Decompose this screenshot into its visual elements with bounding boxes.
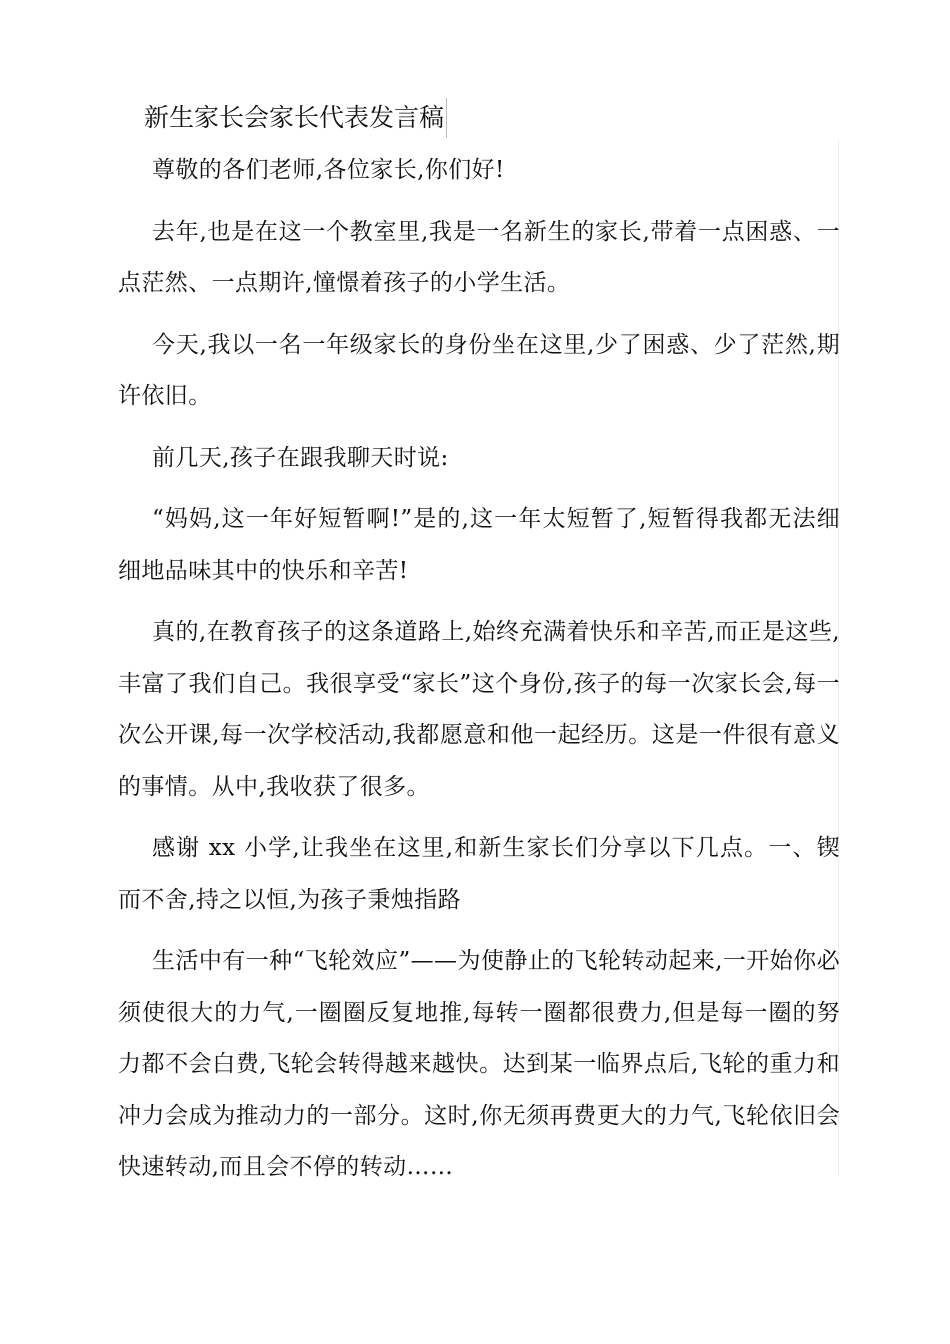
paragraph-quote: “妈妈,这一年好短暂啊!”是的,这一年太短暂了,短暂得我都无法细细地品味其中的快乐和辛苦! [118,506,840,584]
paragraph-child-said: 前几天,孩子在跟我聊天时说: [152,444,449,471]
document-title: 新生家长会家长代表发言稿 [140,98,447,138]
paragraph-today: 今天,我以一名一年级家长的身份坐在这里,少了困惑、少了茫然,期许依旧。 [118,331,840,409]
paragraph-flywheel: 生活中有一种“飞轮效应”——为使静止的飞轮转动起来,一开始你必须使很大的力气,一圈圈反复地推,每转一圈都很费力,但是每一圈的努力都不会白费,飞轮会转得越来越快。达到某一临界点后,飞轮的重力和冲力会成为推动力的一部分。这时,你无须再费更大的力气,飞轮依旧会快速转动,而且会不停的转动…… [118,948,840,1180]
document-body [118,145,840,1204]
paragraph-education-road: 真的,在教育孩子的这条道路上,始终充满着快乐和辛苦,而正是这些,丰富了我们自己。我很享受“家长”这个身份,孩子的每一次家长会,每一次公开课,每一次学校活动,我都愿意和他一起经历。这是一件很有意义的事情。从中,我收获了很多。 [118,619,840,800]
paragraph-last-year: 去年,也是在这一个教室里,我是一名新生的家长,带着一点困惑、一点茫然、一点期许,憧憬着孩子的小学生活。 [118,218,840,296]
paragraph-thanks: 感谢 xx 小学,让我坐在这里,和新生家长们分享以下几点。一、锲而不舍,持之以恒,为孩子秉烛指路 [118,835,840,913]
paragraph-greeting: 尊敬的各们老师,各位家长,你们好! [152,157,505,183]
